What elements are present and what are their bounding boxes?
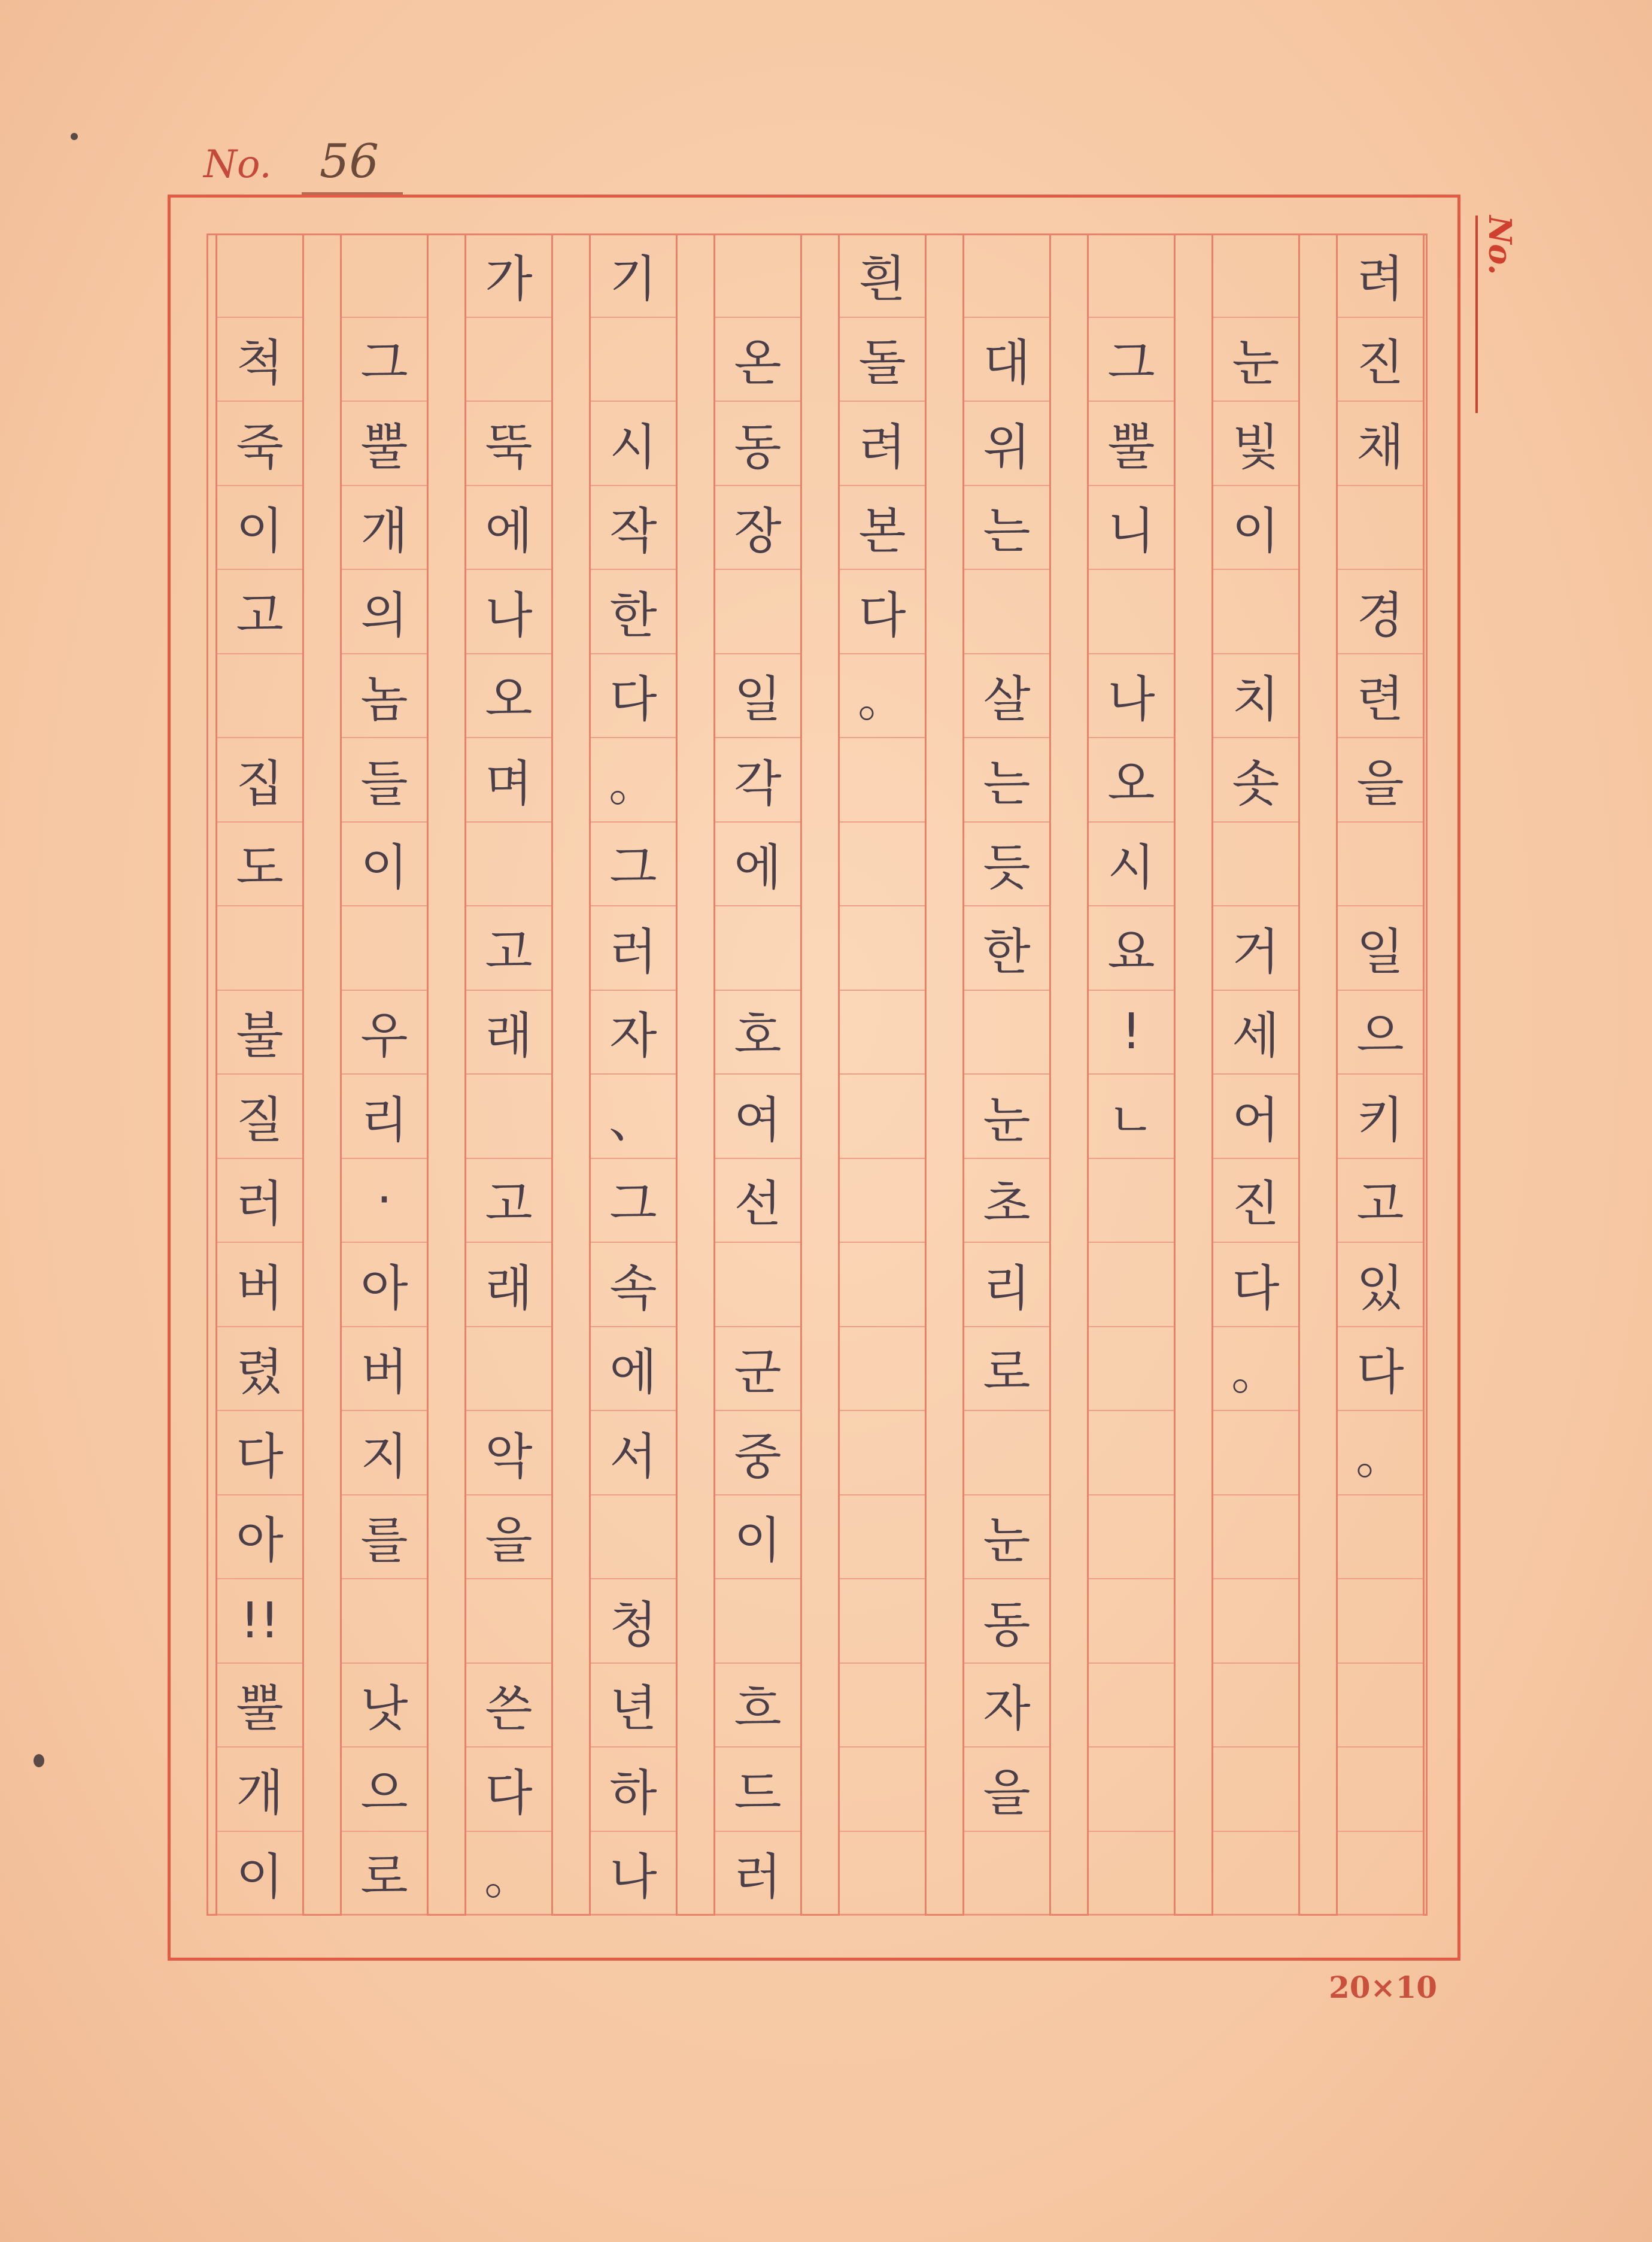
manuscript-cell [1338, 823, 1423, 907]
manuscript-cell [466, 318, 551, 402]
manuscript-cell [840, 1243, 925, 1327]
manuscript-cell: 개 [342, 486, 427, 571]
manuscript-cell: 려 [840, 402, 925, 486]
manuscript-cell [715, 570, 800, 654]
manuscript-cell [1338, 1748, 1423, 1832]
manuscript-cell: 。 [466, 1832, 551, 1916]
manuscript-cell: 장 [715, 486, 800, 571]
manuscript-cell [1213, 233, 1298, 318]
manuscript-cell [1089, 1495, 1174, 1580]
manuscript-cell: 나 [591, 1832, 676, 1916]
manuscript-cell: 흐 [715, 1664, 800, 1748]
manuscript-cell: 래 [466, 991, 551, 1075]
manuscript-column [1336, 233, 1425, 1916]
manuscript-cell: 를 [342, 1495, 427, 1580]
manuscript-cell: 이 [715, 1495, 800, 1580]
manuscript-cell: 들 [342, 738, 427, 823]
manuscript-cell [964, 233, 1049, 318]
manuscript-cell [1089, 1832, 1174, 1916]
manuscript-cell [591, 1495, 676, 1580]
manuscript-cell: 각 [715, 738, 800, 823]
margin-number-label: No. [1475, 216, 1518, 413]
manuscript-cell [466, 823, 551, 907]
manuscript-cell: 。 [591, 738, 676, 823]
manuscript-cell: 돌 [840, 318, 925, 402]
manuscript-cell: 듯 [964, 823, 1049, 907]
manuscript-cell [964, 991, 1049, 1075]
manuscript-cell: 한 [591, 570, 676, 654]
manuscript-cell: 세 [1213, 991, 1298, 1075]
manuscript-cell: 개 [217, 1748, 302, 1832]
manuscript-cell: 진 [1213, 1159, 1298, 1243]
manuscript-cell: 이 [342, 823, 427, 907]
manuscript-cell [840, 1579, 925, 1664]
manuscript-cell: 리 [964, 1243, 1049, 1327]
manuscript-cell [1338, 1832, 1423, 1916]
manuscript-cell: 지 [342, 1411, 427, 1495]
manuscript-cell: 질 [217, 1075, 302, 1159]
manuscript-cell: 리 [342, 1075, 427, 1159]
manuscript-cell [715, 1243, 800, 1327]
manuscript-grid [206, 233, 1428, 1916]
manuscript-cell: 나 [1089, 654, 1174, 739]
manuscript-cell: 이 [217, 1832, 302, 1916]
manuscript-cell: 악 [466, 1411, 551, 1495]
manuscript-cell: 래 [466, 1243, 551, 1327]
manuscript-cell: 키 [1338, 1075, 1423, 1159]
manuscript-cell [840, 1075, 925, 1159]
manuscript-column [464, 233, 553, 1916]
manuscript-cell: 버 [217, 1243, 302, 1327]
manuscript-cell [1338, 1495, 1423, 1580]
manuscript-column [1211, 233, 1300, 1916]
manuscript-cell: 러 [715, 1832, 800, 1916]
manuscript-column [215, 233, 304, 1916]
manuscript-cell: 집 [217, 738, 302, 823]
manuscript-cell [466, 1579, 551, 1664]
manuscript-cell [1338, 1579, 1423, 1664]
manuscript-cell: 고 [217, 570, 302, 654]
manuscript-cell: 어 [1213, 1075, 1298, 1159]
manuscript-cell: 시 [591, 402, 676, 486]
manuscript-cell [1338, 1664, 1423, 1748]
manuscript-cell: 여 [715, 1075, 800, 1159]
manuscript-cell [1089, 233, 1174, 318]
manuscript-cell: 작 [591, 486, 676, 571]
manuscript-cell: 서 [591, 1411, 676, 1495]
manuscript-cell: 니 [1089, 486, 1174, 571]
manuscript-cell [1213, 1748, 1298, 1832]
page-number [204, 135, 403, 195]
manuscript-cell: 다 [1213, 1243, 1298, 1327]
page-number-value: 56 [302, 135, 403, 195]
manuscript-cell [342, 233, 427, 318]
manuscript-cell: 을 [466, 1495, 551, 1580]
manuscript-cell [840, 906, 925, 991]
manuscript-cell [840, 1495, 925, 1580]
manuscript-cell [466, 1075, 551, 1159]
manuscript-cell: 일 [1338, 906, 1423, 991]
manuscript-cell [840, 738, 925, 823]
manuscript-cell [1213, 1495, 1298, 1580]
manuscript-cell: 온 [715, 318, 800, 402]
manuscript-cell: 러 [591, 906, 676, 991]
manuscript-cell: 쓴 [466, 1664, 551, 1748]
manuscript-cell: 려 [1338, 233, 1423, 318]
manuscript-cell: 중 [715, 1411, 800, 1495]
manuscript-cell: 렸 [217, 1327, 302, 1412]
manuscript-cell [715, 1579, 800, 1664]
manuscript-cell [1089, 1243, 1174, 1327]
manuscript-cell [342, 1579, 427, 1664]
manuscript-cell: 일 [715, 654, 800, 739]
manuscript-cell: 고 [466, 1159, 551, 1243]
manuscript-cell: 오 [1089, 738, 1174, 823]
manuscript-cell: 눈 [964, 1075, 1049, 1159]
manuscript-cell: 。 [840, 654, 925, 739]
manuscript-cell: 에 [466, 486, 551, 571]
manuscript-cell: 불 [217, 991, 302, 1075]
manuscript-cell [217, 906, 302, 991]
ink-speck [71, 133, 78, 140]
manuscript-cell: 에 [715, 823, 800, 907]
manuscript-cell: 그 [342, 318, 427, 402]
manuscript-cell: 다 [466, 1748, 551, 1832]
manuscript-cell [840, 1327, 925, 1412]
manuscript-cell: 초 [964, 1159, 1049, 1243]
manuscript-cell [1089, 1159, 1174, 1243]
manuscript-cell: 이 [217, 486, 302, 571]
manuscript-cell: 뿔 [342, 402, 427, 486]
manuscript-cell: 요 [1089, 906, 1174, 991]
manuscript-cell: 본 [840, 486, 925, 571]
manuscript-cell [840, 1664, 925, 1748]
manuscript-cell [840, 991, 925, 1075]
manuscript-cell: 채 [1338, 402, 1423, 486]
manuscript-column [713, 233, 802, 1916]
manuscript-cell: 낫 [342, 1664, 427, 1748]
manuscript-cell [1089, 570, 1174, 654]
manuscript-cell: 아 [217, 1495, 302, 1580]
manuscript-column [340, 233, 429, 1916]
manuscript-cell: 드 [715, 1748, 800, 1832]
manuscript-cell: 있 [1338, 1243, 1423, 1327]
manuscript-cell: 뿔 [1089, 402, 1174, 486]
manuscript-cell: 호 [715, 991, 800, 1075]
manuscript-cell: 나 [466, 570, 551, 654]
manuscript-cell: ㄴ [1089, 1075, 1174, 1159]
manuscript-cell: 이 [1213, 486, 1298, 571]
manuscript-cell: 다 [1338, 1327, 1423, 1412]
manuscript-cell [1213, 823, 1298, 907]
manuscript-cell: 기 [591, 233, 676, 318]
manuscript-cell: 경 [1338, 570, 1423, 654]
manuscript-cell [840, 1832, 925, 1916]
manuscript-cell [217, 654, 302, 739]
manuscript-cell: 그 [591, 1159, 676, 1243]
manuscript-cell [1213, 570, 1298, 654]
manuscript-cell: 。 [1213, 1327, 1298, 1412]
manuscript-cell: 진 [1338, 318, 1423, 402]
manuscript-cell: 동 [715, 402, 800, 486]
manuscript-cell [840, 1159, 925, 1243]
manuscript-cell: 솟 [1213, 738, 1298, 823]
manuscript-cell [715, 906, 800, 991]
manuscript-cell: 로 [964, 1327, 1049, 1412]
manuscript-cell: · [342, 1159, 427, 1243]
manuscript-cell: 버 [342, 1327, 427, 1412]
manuscript-cell: 으 [1338, 991, 1423, 1075]
manuscript-cell [1213, 1579, 1298, 1664]
manuscript-cell: 척 [217, 318, 302, 402]
manuscript-cell: 동 [964, 1579, 1049, 1664]
manuscript-cell: 뚝 [466, 402, 551, 486]
manuscript-column [962, 233, 1051, 1916]
manuscript-cell: 그 [1089, 318, 1174, 402]
manuscript-cell: 으 [342, 1748, 427, 1832]
manuscript-cell: 치 [1213, 654, 1298, 739]
manuscript-cell: 에 [591, 1327, 676, 1412]
manuscript-cell: 로 [342, 1832, 427, 1916]
manuscript-cell [1089, 1664, 1174, 1748]
manuscript-cell: 가 [466, 233, 551, 318]
manuscript-cell: 오 [466, 654, 551, 739]
manuscript-cell: 러 [217, 1159, 302, 1243]
manuscript-cell [1089, 1579, 1174, 1664]
ink-speck [34, 1754, 44, 1767]
manuscript-cell: 눈 [1213, 318, 1298, 402]
manuscript-cell: 다 [217, 1411, 302, 1495]
manuscript-column [838, 233, 927, 1916]
manuscript-cell: 의 [342, 570, 427, 654]
manuscript-cell: 、 [591, 1075, 676, 1159]
manuscript-cell: 거 [1213, 906, 1298, 991]
manuscript-cell [840, 1411, 925, 1495]
manuscript-cell: 위 [964, 402, 1049, 486]
manuscript-cell [1213, 1832, 1298, 1916]
manuscript-cell [840, 823, 925, 907]
manuscript-cell: 빛 [1213, 402, 1298, 486]
manuscript-cell: 하 [591, 1748, 676, 1832]
manuscript-cell: 。 [1338, 1411, 1423, 1495]
manuscript-cell [715, 233, 800, 318]
manuscript-cell: 자 [964, 1664, 1049, 1748]
manuscript-cell: 살 [964, 654, 1049, 739]
manuscript-cell: 죽 [217, 402, 302, 486]
manuscript-cell: 놈 [342, 654, 427, 739]
manuscript-cell [964, 1411, 1049, 1495]
manuscript-cell [964, 570, 1049, 654]
manuscript-cell [1089, 1748, 1174, 1832]
manuscript-cell: 시 [1089, 823, 1174, 907]
manuscript-cell [1089, 1411, 1174, 1495]
manuscript-cell: 다 [591, 654, 676, 739]
manuscript-cell [217, 233, 302, 318]
manuscript-cell: 자 [591, 991, 676, 1075]
manuscript-cell: 눈 [964, 1495, 1049, 1580]
manuscript-cell: 선 [715, 1159, 800, 1243]
manuscript-column [1087, 233, 1176, 1916]
manuscript-cell: 다 [840, 570, 925, 654]
manuscript-cell: 을 [964, 1748, 1049, 1832]
manuscript-cell [1213, 1411, 1298, 1495]
manuscript-cell: 는 [964, 738, 1049, 823]
manuscript-cell: 고 [466, 906, 551, 991]
manuscript-cell: 는 [964, 486, 1049, 571]
grid-size-stamp: 20×10 [1329, 1970, 1438, 2005]
manuscript-cell: 련 [1338, 654, 1423, 739]
manuscript-cell [964, 1832, 1049, 1916]
manuscript-cell: 속 [591, 1243, 676, 1327]
manuscript-cell: 도 [217, 823, 302, 907]
manuscript-cell [466, 1327, 551, 1412]
manuscript-column [589, 233, 678, 1916]
manuscript-cell: 한 [964, 906, 1049, 991]
manuscript-cell: 군 [715, 1327, 800, 1412]
manuscript-cell [1338, 486, 1423, 571]
manuscript-cell: 대 [964, 318, 1049, 402]
manuscript-cell [591, 318, 676, 402]
manuscript-cell: ! [1089, 991, 1174, 1075]
manuscript-cell [1213, 1664, 1298, 1748]
manuscript-cell [1089, 1327, 1174, 1412]
manuscript-cell: 청 [591, 1579, 676, 1664]
manuscript-cell: 아 [342, 1243, 427, 1327]
manuscript-cell: 며 [466, 738, 551, 823]
manuscript-cell: 우 [342, 991, 427, 1075]
manuscript-cell: 흰 [840, 233, 925, 318]
manuscript-cell: !! [217, 1579, 302, 1664]
page-number-label: No. [204, 142, 272, 187]
manuscript-cell: 그 [591, 823, 676, 907]
manuscript-cell: 을 [1338, 738, 1423, 823]
manuscript-cell: 뿔 [217, 1664, 302, 1748]
manuscript-cell [840, 1748, 925, 1832]
manuscript-cell: 년 [591, 1664, 676, 1748]
manuscript-cell: 고 [1338, 1159, 1423, 1243]
manuscript-cell [342, 906, 427, 991]
